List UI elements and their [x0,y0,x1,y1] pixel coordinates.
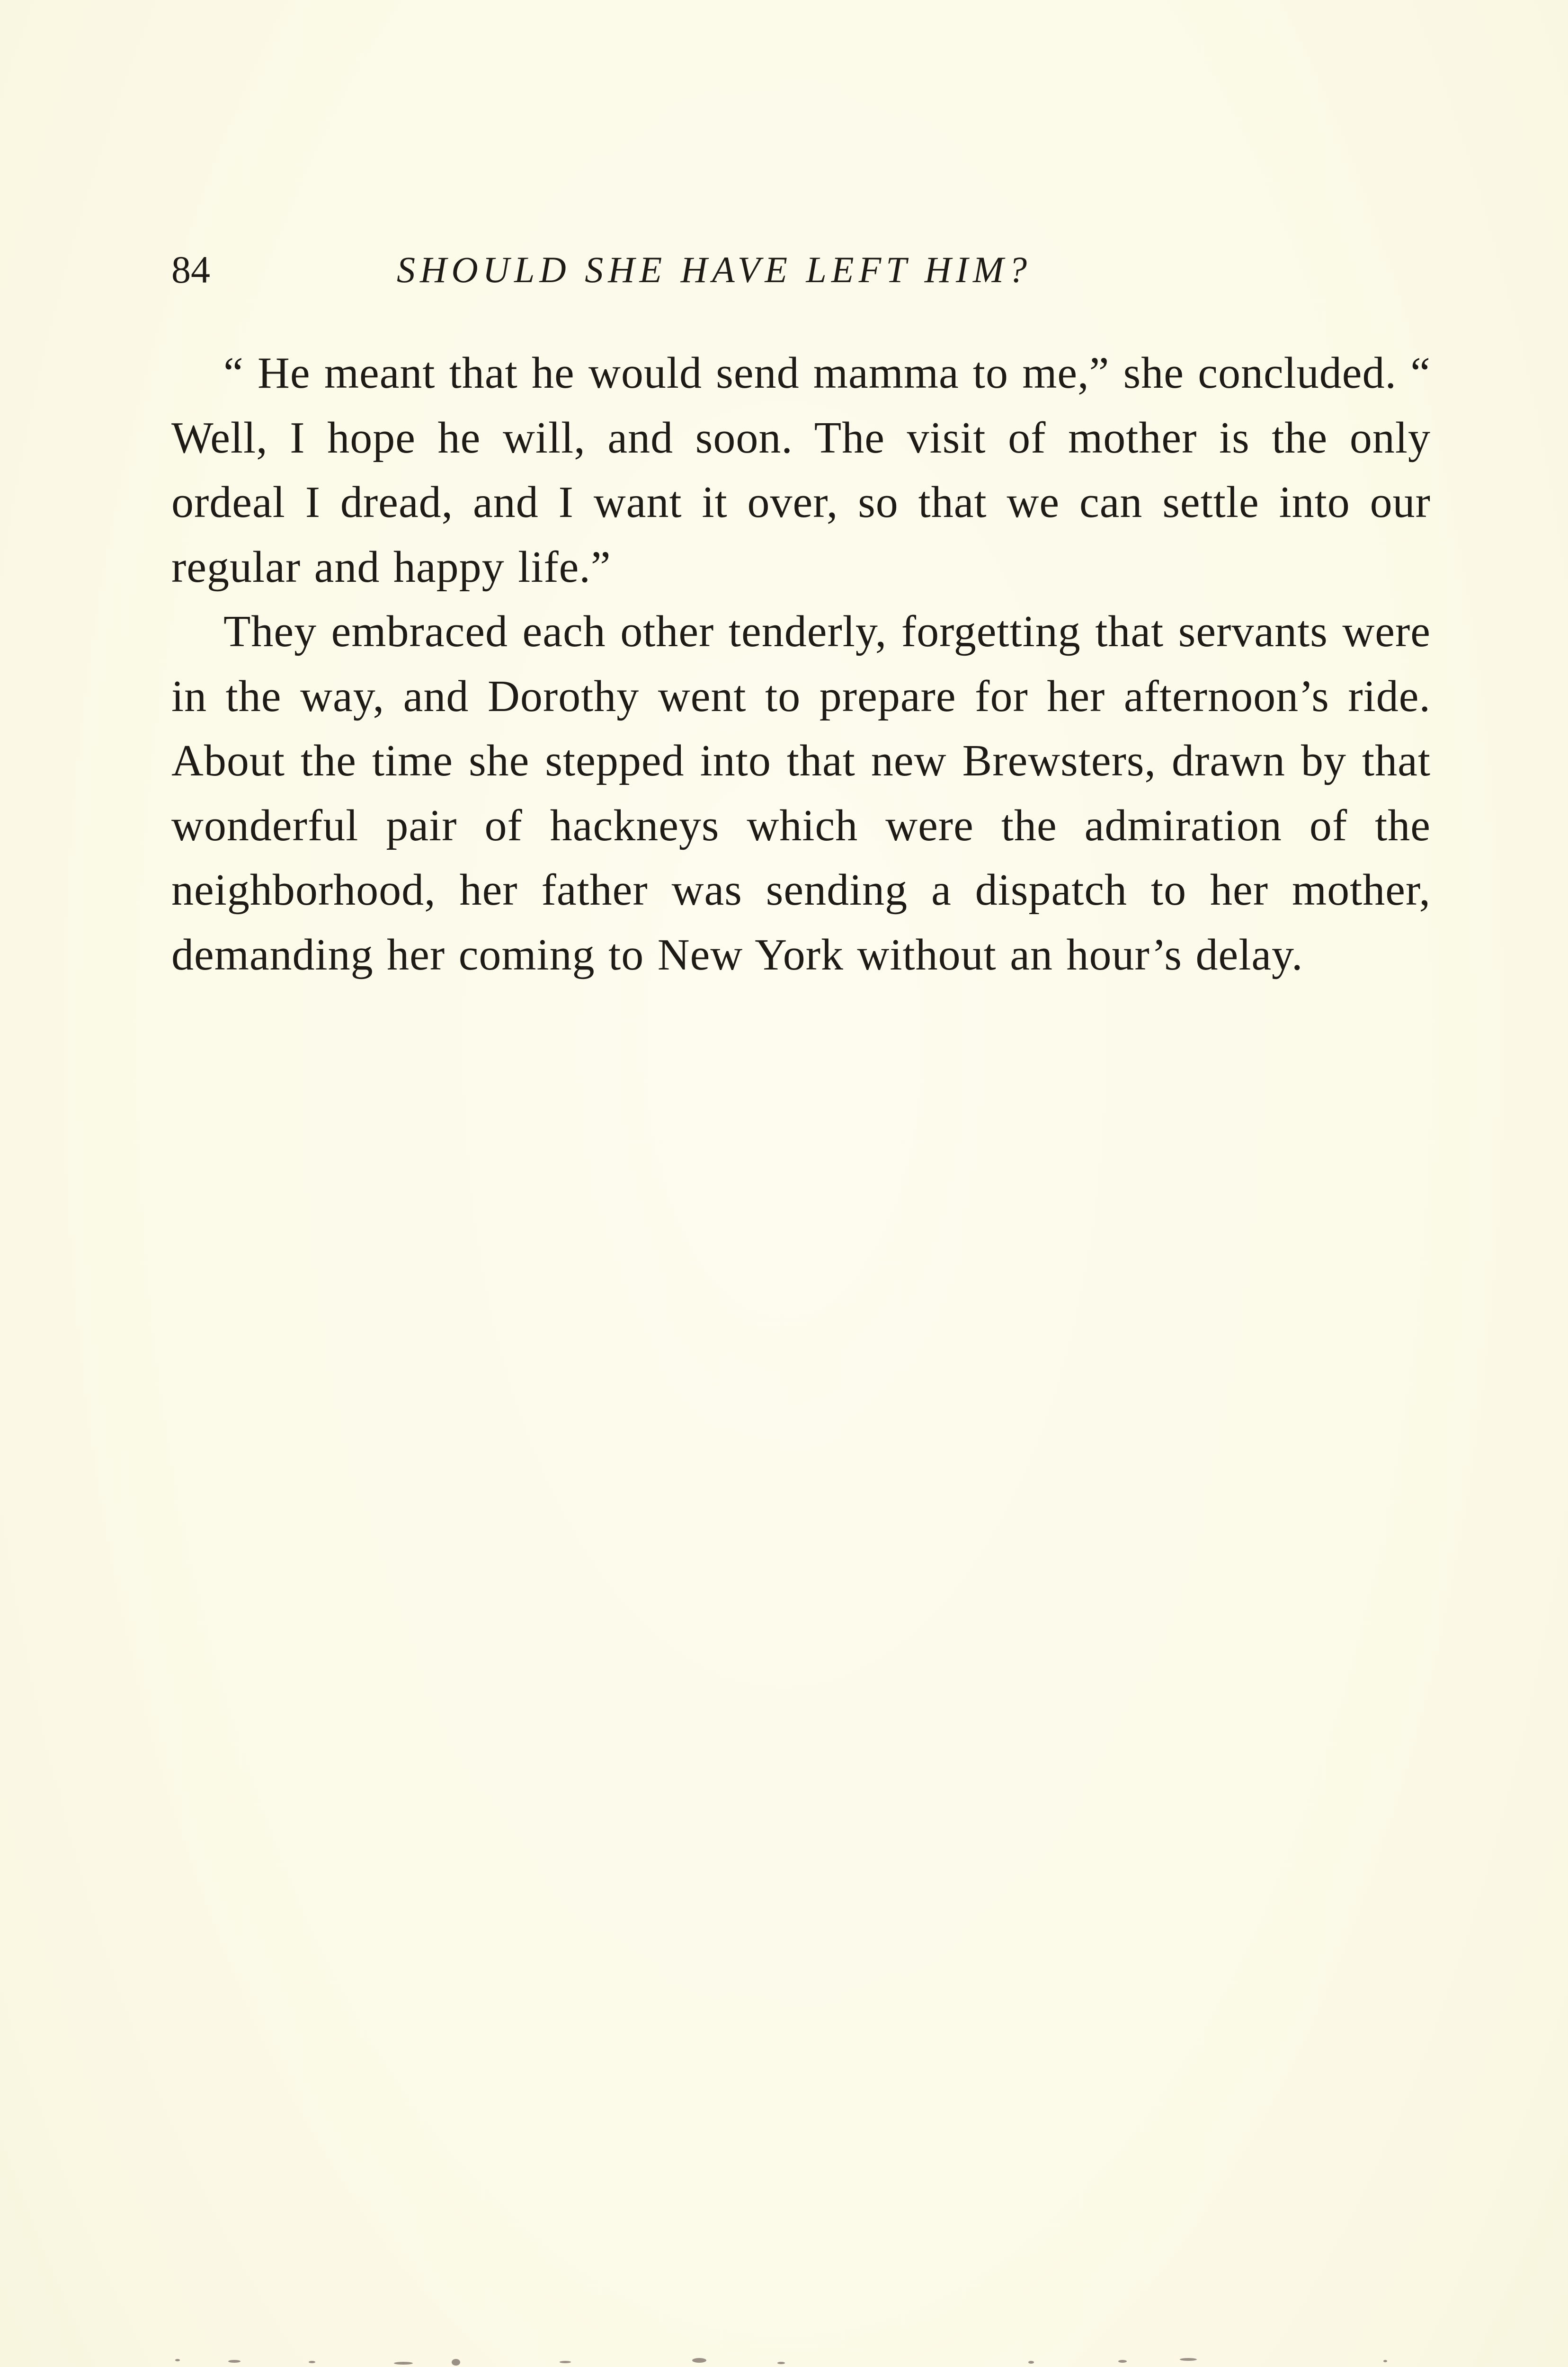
running-title: SHOULD SHE HAVE LEFT HIM? [397,249,1032,290]
page-number: 84 [171,248,210,291]
speck [1180,2358,1197,2361]
speck [1383,2360,1387,2362]
speck [394,2362,413,2365]
print-specks [171,2350,1431,2367]
speck [228,2360,241,2363]
paragraph-2: They embraced each other tenderly, forgetting that servants were in the way, and Dorothy went to prepare for her afternoon’s ride. About the time she stepped into that new Brewsters, drawn by that wonderful pair of hackneys which were the admiration of the neighborhood, her father was sending a dispatch to her mother, demanding her coming to New York without an hour’s delay. [171,607,1431,979]
page-header [171,246,1430,294]
speck [560,2361,571,2363]
speck [175,2359,180,2361]
body-text [171,341,1431,987]
speck [692,2358,706,2363]
speck [1118,2360,1127,2363]
speck [777,2362,785,2364]
speck [1028,2361,1034,2364]
speck [452,2359,460,2366]
paragraph-1: “ He meant that he would send mamma to me,” she concluded. “ Well, I hope he will, and soon. The visit of mother is the only ordeal I dread, and I want it over, so that we can settle into our regular and happy life.” [171,348,1431,592]
speck [309,2361,315,2363]
